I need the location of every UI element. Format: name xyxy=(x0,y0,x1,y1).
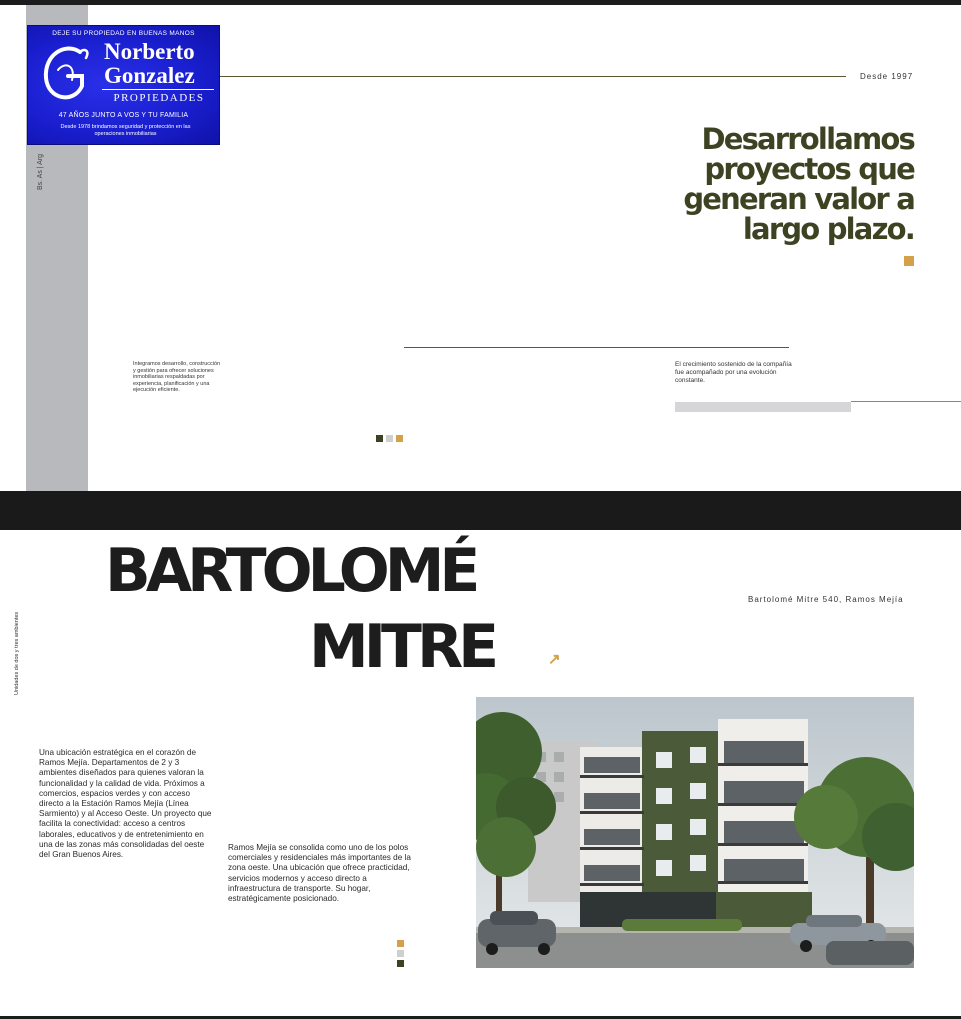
project-address: Bartolomé Mitre 540, Ramos Mejía xyxy=(748,595,904,604)
middle-rule xyxy=(404,347,789,348)
color-dots-vertical xyxy=(397,940,404,967)
color-dot xyxy=(376,435,383,442)
logo-rule xyxy=(102,89,214,90)
header-rule xyxy=(220,76,846,77)
logo-tagline: DEJE SU PROPIEDAD EN BUENAS MANOS xyxy=(52,30,195,37)
logo-since: Desde 1978 brindamos seguridad y protección en las operaciones inmobiliarias xyxy=(60,124,191,137)
units-vertical-label: Unidades de dos y tres ambientes xyxy=(14,611,20,695)
founded-label: Desde 1997 xyxy=(860,72,914,81)
logo-name-last: Gonzalez xyxy=(104,63,195,88)
project-title-line2: MITRE xyxy=(309,612,495,682)
color-dot xyxy=(397,960,404,967)
color-dot xyxy=(397,950,404,957)
color-dot xyxy=(396,435,403,442)
slide-divider xyxy=(0,491,961,530)
color-dots-horizontal xyxy=(376,435,403,442)
monogram-g-icon xyxy=(36,40,98,110)
description-paragraph-1: Una ubicación estratégica en el corazón de Ramos Mejía. Departamentos de 2 y 3 ambientes diseñados para quienes valoran la funcionalidad y la calidad de vida. Próximos a comercios, espacios verdes y con acceso directo a la Estación Ramos Mejía (Línea Sarmiento) y al Acceso Oeste. Un proyecto que facilita la conectividad: acceso a centros laborales, educativos y de entretenimiento en una de las zonas más consolidadas del oeste del Gran Buenos Aires. xyxy=(39,748,212,860)
gold-accent-square xyxy=(904,256,914,266)
intro-text-right: El crecimiento sostenido de la compañía fue acompañado por una evolución constante. xyxy=(675,361,792,384)
grey-accent-line xyxy=(851,401,961,402)
building-render-image xyxy=(476,697,914,968)
logo-name-first: Norberto xyxy=(104,39,195,64)
arrow-up-right-icon: ↗ xyxy=(548,651,561,668)
company-logo xyxy=(27,25,220,145)
side-white-strip xyxy=(0,5,26,491)
color-dot xyxy=(397,940,404,947)
intro-text-left: Integramos desarrollo, construcción y gestión para ofrecer soluciones inmobiliarias respaldadas por experiencia, planificación y una ejecución eficiente. xyxy=(133,361,221,394)
project-title-line1: BARTOLOMÉ xyxy=(105,536,476,606)
logo-years: 47 AÑOS JUNTO A VOS Y TU FAMILIA xyxy=(58,112,189,119)
color-dot xyxy=(386,435,393,442)
headline: Desarrollamos proyectos que generan valor a largo plazo. xyxy=(683,122,914,246)
description-paragraph-2: Ramos Mejía se consolida como uno de los polos comerciales y residenciales más importantes de la zona oeste. Una ubicación que ofrece practicidad, servicios modernos y acceso directo a infraestructura de transporte. Su hogar, estratégicamente posicionado. xyxy=(228,843,411,904)
logo-company: PROPIEDADES xyxy=(113,92,205,104)
grey-accent-bar xyxy=(675,402,851,412)
top-border xyxy=(0,0,961,5)
location-vertical-label: Bs. As | Arg xyxy=(37,153,44,190)
